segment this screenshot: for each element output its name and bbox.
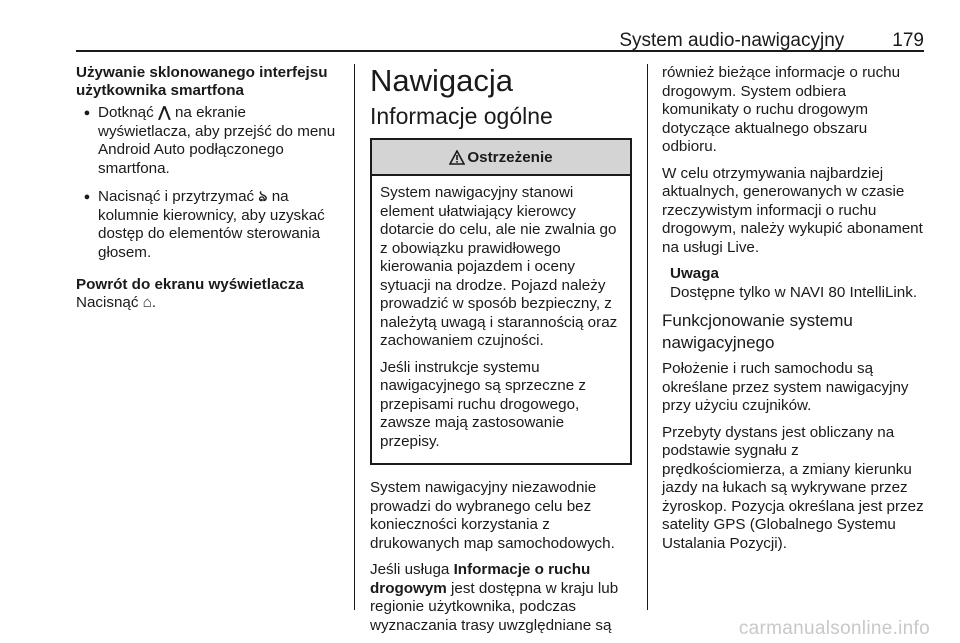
warning-box	[370, 138, 632, 465]
voice-control-icon: ঌ	[258, 188, 268, 205]
body-paragraph: również bieżące informacje o ruchu drogowym. System odbiera komunikaty o ruchu drogowym dotyczące aktualnego obszaru odbioru.	[662, 64, 901, 155]
warning-paragraph: Jeśli instrukcje systemu nawigacyjnego są sprzeczne z przepisami ruchu drogowego, zawsze mają zastosowanie przepisy.	[380, 358, 586, 450]
body-paragraph: Położenie i ruch samochodu są określane przez system nawigacyjny przy użyciu czujników.	[662, 360, 909, 414]
warning-label: Ostrzeżenie	[467, 148, 553, 166]
section-title-smartphone: Używanie sklonowanego interfejsu użytkownika smartfona	[76, 64, 328, 99]
column-right	[662, 64, 926, 561]
header-rule	[76, 50, 924, 52]
warning-header	[372, 140, 630, 176]
section-heading: Informacje ogólne	[370, 103, 553, 129]
chevron-up-icon: ⋀	[157, 104, 171, 121]
page-number: 179	[892, 30, 924, 51]
list-item: ● Nacisnąć i przytrzymać ঌ na kolumnie kierownicy, aby uzyskać dostęp do elementów sterowania głosem.	[76, 188, 340, 262]
column-divider-1	[354, 64, 355, 610]
body-paragraph: Przebyty dystans jest obliczany na podstawie sygnału z prędkościomierza, a zmiany kierunku jazdy na łukach są wykrywane przez żyroskop. Pozycja określana jest przez satelity GPS (Globalnego Systemu Ustalania Pozycji).	[662, 423, 924, 552]
home-icon: ⌂	[142, 294, 152, 311]
chapter-heading: Nawigacja	[370, 63, 514, 98]
body-paragraph: W celu otrzymywania najbardziej aktualnych, generowanych w czasie rzeczywistym informacji o ruchu drogowym, należy wykupić abonament na usługi Live.	[662, 164, 923, 256]
body-paragraph: System nawigacyjny niezawodnie prowadzi do wybranego celu bez konieczności korzystania z drukowanych map samochodowych.	[370, 479, 615, 552]
service-name: Informacje o ruchu drogowym	[370, 561, 591, 597]
running-title: System audio-nawigacyjny	[619, 30, 845, 51]
column-middle	[370, 64, 632, 643]
note-block	[662, 265, 926, 302]
bullet-dot-icon: ●	[83, 191, 91, 203]
warning-body	[372, 176, 630, 463]
watermark: carmanualsonline.info	[738, 618, 930, 639]
column-left	[76, 64, 340, 321]
list-item: ● Dotknąć ⋀ na ekranie wyświetlacza, aby przejść do menu Android Auto podłączonego smartfona.	[76, 104, 340, 178]
page-header	[76, 24, 924, 52]
section-title-return: Powrót do ekranu wyświetlacza	[76, 276, 304, 293]
body-paragraph: Jeśli usługa Informacje o ruchu drogowym jest dostępna w kraju lub regionie użytkownika, podczas wyznaczania trasy uwzględniane są	[370, 561, 619, 634]
note-text: Dostępne tylko w NAVI 80 IntelliLink.	[670, 283, 918, 301]
return-instruction: Nacisnąć ⌂.	[76, 294, 157, 311]
note-title: Uwaga	[670, 265, 719, 282]
subsection-heading: Funkcjonowanie systemu nawigacyjnego	[662, 311, 853, 352]
bullet-dot-icon: ●	[83, 107, 91, 119]
warning-triangle-icon	[449, 150, 465, 165]
column-divider-2	[647, 64, 648, 610]
warning-paragraph: System nawigacyjny stanowi element ułatwiający kierowcy dotarcie do celu, ale nie zwalnia go z obowiązku prawidłowego kierowania pojazdem i oceny sytuacji na drodze. Pojazd należy prowadzić w sposób bezpieczny, z należytą uwagą i starannością oraz zachowaniem czujności.	[380, 184, 618, 349]
